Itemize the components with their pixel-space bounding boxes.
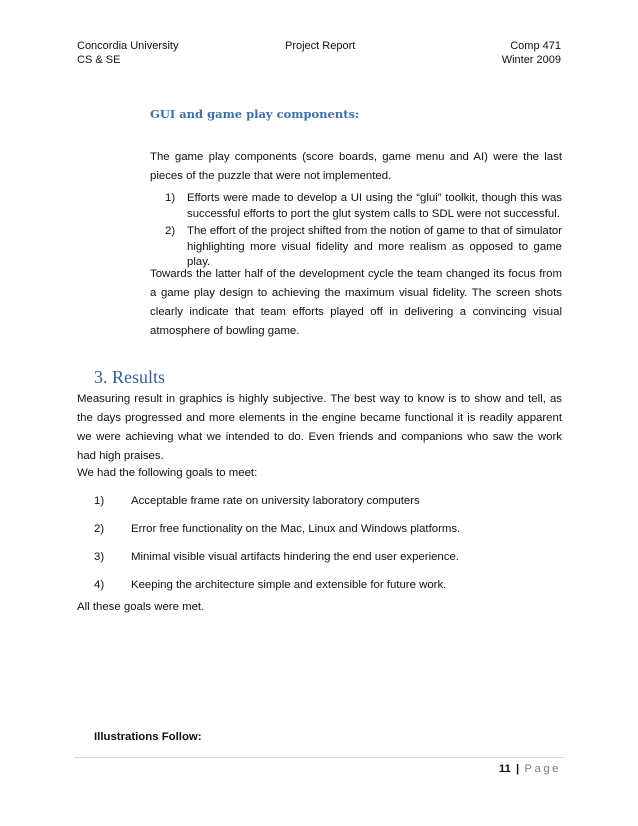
list-item-number: 4)	[94, 579, 105, 591]
list-item-number: 1)	[94, 495, 105, 507]
footer-divider	[74, 757, 564, 758]
list-item-text: Minimal visible visual artifacts hindering the end user experience.	[131, 551, 459, 563]
footer-separator: |	[516, 763, 520, 775]
header-center	[285, 39, 355, 53]
list-item	[94, 494, 562, 509]
illustrations-label: Illustrations Follow:	[94, 731, 202, 743]
list-item-number: 3)	[94, 551, 105, 563]
subsection-closing-paragraph: Towards the latter half of the development cycle the team changed its focus from a game play design to achieving the maximum visual fidelity. The screen shots clearly indicate that team efforts played off in delivering a convincing visual atmosphere of bowling game.	[150, 268, 562, 337]
conclusion-paragraph: All these goals were met.	[77, 601, 205, 613]
list-item	[94, 578, 562, 593]
page-number: 11	[498, 763, 511, 775]
header-department: CS & SE	[77, 54, 121, 66]
page-word: Page	[524, 763, 561, 775]
header-term: Winter 2009	[501, 54, 561, 66]
list-item	[165, 191, 562, 222]
results-paragraph: Measuring result in graphics is highly subjective. The best way to know is to show and tell, as the days progressed and more elements in the engine became functional it is readily apparent we were achieving what we intended to do. Even friends and companions who saw the work had high praises.	[77, 393, 562, 462]
list-item	[94, 522, 562, 537]
header-university: Concordia University	[77, 40, 179, 52]
list-item-number: 2)	[94, 523, 105, 535]
goals-list	[94, 494, 562, 606]
list-item	[165, 224, 562, 271]
list-item-text: Acceptable frame rate on university laboratory computers	[131, 495, 420, 507]
list-item-text: Keeping the architecture simple and extensible for future work.	[131, 579, 447, 591]
subsection-numbered-list	[165, 191, 562, 273]
page-footer	[499, 762, 561, 777]
goals-intro: We had the following goals to meet:	[77, 467, 258, 479]
subsection-heading: GUI and game play components:	[150, 107, 360, 121]
list-item	[94, 550, 562, 565]
header-left	[77, 39, 178, 67]
list-item-text: The effort of the project shifted from the notion of game to that of simulator highlighting more visual fidelity and more realism as opposed to game play.	[187, 225, 562, 268]
header-course: Comp 471	[510, 40, 561, 52]
header-right	[502, 39, 561, 67]
header-report-title: Project Report	[285, 40, 356, 52]
subsection-intro-paragraph: The game play components (score boards, game menu and AI) were the last pieces of the puzzle that were not implemented.	[150, 151, 562, 182]
list-item-number: 1)	[165, 192, 176, 204]
list-item-text: Efforts were made to develop a UI using the “glui” toolkit, though this was successful efforts to port the glut system calls to SDL were not successful.	[187, 192, 562, 220]
results-heading: 3. Results	[94, 367, 166, 387]
list-item-text: Error free functionality on the Mac, Linux and Windows platforms.	[131, 523, 461, 535]
list-item-number: 2)	[165, 225, 176, 237]
